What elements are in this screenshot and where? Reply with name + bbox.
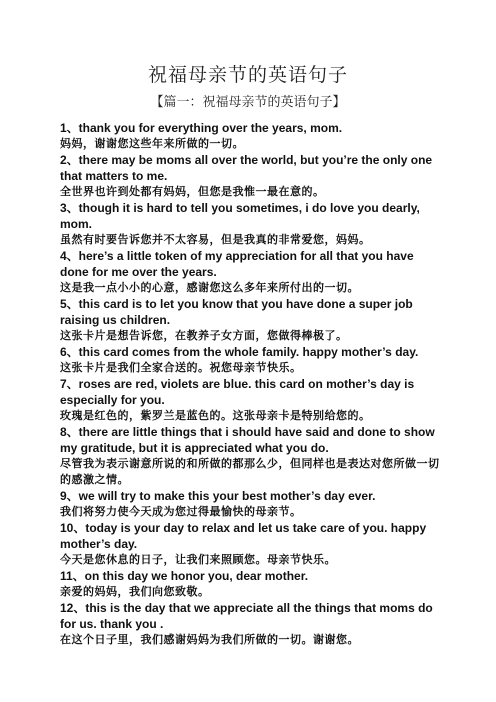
list-item <box>60 376 444 424</box>
document-title: 祝福母亲节的英语句子 <box>147 64 348 86</box>
section-heading: 【篇一：祝福母亲节的英语句子】 <box>150 95 346 110</box>
chinese-translation: 这张卡片是我们全家合送的。祝您母亲节快乐。 <box>60 361 302 374</box>
english-sentence: 12、this is the day that we appreciate all the things that moms do for us. thank you . <box>60 601 433 631</box>
list-item <box>60 600 444 648</box>
english-sentence: 4、here’s a little token of my appreciation for all that you have done for me over the years. <box>60 249 414 279</box>
chinese-translation: 我们将努力使今天成为您过得最愉快的母亲节。 <box>60 505 302 518</box>
chinese-translation: 这张卡片是想告诉您，在教养子女方面，您做得棒极了。 <box>60 329 348 342</box>
english-sentence: 10、today is your day to relax and let us take care of you. happy mother’s day. <box>60 521 427 551</box>
sentence-list <box>60 120 444 648</box>
english-sentence: 2、there may be moms all over the world, but you’re the only one that matters to me. <box>60 153 433 183</box>
list-item <box>60 152 444 200</box>
english-sentence: 7、roses are red, violets are blue. this card on mother’s day is especially for you. <box>60 377 415 407</box>
english-sentence: 6、this card comes from the whole family. happy mother’s day. <box>60 345 419 359</box>
chinese-translation: 虽然有时要告诉您并不太容易，但是我真的非常爱您，妈妈。 <box>60 233 371 246</box>
list-item <box>60 424 444 488</box>
english-sentence: 3、though it is hard to tell you sometimes, i do love you dearly, mom. <box>60 201 420 231</box>
list-item <box>60 520 444 568</box>
list-item <box>60 344 444 376</box>
chinese-translation: 尽管我为表示谢意所说的和所做的都那么少，但同样也是表达对您所做一切的感激之情。 <box>60 457 440 486</box>
list-item <box>60 200 444 248</box>
list-item <box>60 120 444 152</box>
english-sentence: 1、thank you for everything over the years, mom. <box>60 121 343 135</box>
english-sentence: 5、this card is to let you know that you have done a super job raising us children. <box>60 297 413 327</box>
chinese-translation: 妈妈，谢谢您这些年来所做的一切。 <box>60 137 244 150</box>
chinese-translation: 玫瑰是红色的，紫罗兰是蓝色的。这张母亲卡是特别给您的。 <box>60 409 371 422</box>
chinese-translation: 这是我一点小小的心意，感谢您这么多年来所付出的一切。 <box>60 281 359 294</box>
list-item <box>60 248 444 296</box>
english-sentence: 8、there are little things that i should have said and done to show my gratitude, but it is appreciated what you do. <box>60 425 435 455</box>
chinese-translation: 全世界也许到处都有妈妈，但您是我惟一最在意的。 <box>60 185 325 198</box>
english-sentence: 9、we will try to make this your best mother’s day ever. <box>60 489 376 503</box>
chinese-translation: 亲爱的妈妈，我们向您致敬。 <box>60 585 210 598</box>
chinese-translation: 今天是您休息的日子，让我们来照顾您。母亲节快乐。 <box>60 553 336 566</box>
chinese-translation: 在这个日子里，我们感谢妈妈为我们所做的一切。谢谢您。 <box>60 633 359 646</box>
english-sentence: 11、on this day we honor you, dear mother. <box>60 569 309 583</box>
list-item <box>60 488 444 520</box>
list-item <box>60 568 444 600</box>
list-item <box>60 296 444 344</box>
